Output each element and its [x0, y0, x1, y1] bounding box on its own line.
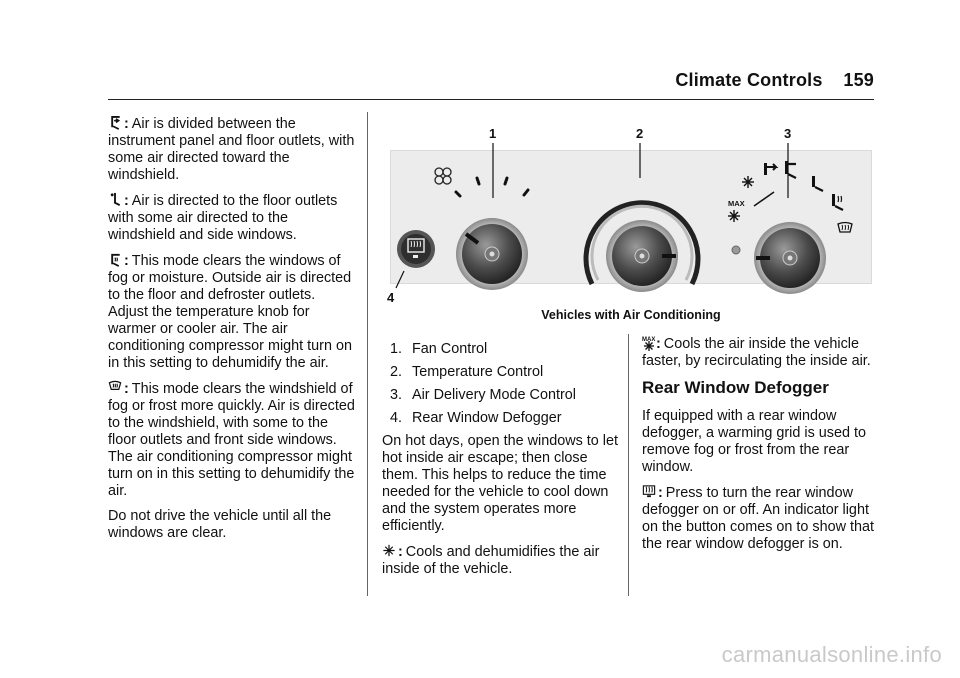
fan-control-knob[interactable]: [456, 218, 528, 290]
defrost-paragraph: : This mode clears the windshield of fog or frost more quickly. Air is directed to the windshield, with some to the floor outlets and front side windows. The air conditioning compressor might turn on in this setting to dehumidify the air.: [108, 381, 355, 499]
floor-icon: [812, 176, 823, 191]
fan-icon: [435, 168, 451, 184]
column-divider-right: [628, 334, 629, 596]
air-delivery-mode-knob[interactable]: [754, 222, 826, 294]
max-ac-label: MAX: [728, 199, 745, 208]
floor-text: Air is directed to the floor outlets with some air directed to the windshield and side windows.: [108, 193, 338, 243]
defog-mode-icon: [108, 252, 122, 267]
defog-paragraph: : This mode clears the windows of fog or moisture. Outside air is directed to the floor and defroster outlets. Adjust the temperature knob for warmer or cooler air. The air conditioning compressor might turn on in this setting to dehumidify the air.: [108, 253, 352, 371]
defogger-intro: If equipped with a rear window defogger, a warming grid is used to remove fog or frost from the rear window.: [642, 408, 866, 475]
ac-snowflake-icon: [742, 176, 754, 188]
vent-mode-icon: [764, 163, 776, 175]
defrost-text: This mode clears the windshield of fog or frost more quickly. Air is directed to the windshield, with some to the floor outlets and front side windows. The air conditioning compressor might turn on in this setting to dehumidify the air.: [108, 381, 355, 499]
section-heading: Rear Window Defogger: [642, 378, 829, 397]
page-header: [0, 0, 960, 100]
hot-days-paragraph: On hot days, open the windows to let hot inside air escape; then close them. This helps to reduce the time needed for the vehicle to cool down and the system operates more efficiently.: [382, 433, 618, 534]
max-ac-text: Cools the air inside the vehicle faster, by recirculating the inside air.: [642, 336, 871, 369]
section-title: Climate Controls: [675, 70, 823, 90]
defrost-mode-icon: [108, 380, 122, 395]
fan-speed-ticks: [456, 178, 528, 196]
control-panel-drawing: [386, 126, 876, 301]
max-ac-paragraph: MAX : Cools the air inside the vehicle faster, by recirculating the inside air.: [642, 336, 871, 369]
floor-mode-icon: [108, 192, 122, 207]
defog-icon: [832, 194, 843, 210]
column-divider-left: [367, 112, 368, 596]
figure-caption: Vehicles with Air Conditioning: [541, 308, 721, 322]
callout-1: 1: [489, 126, 497, 141]
middle-column: [382, 341, 618, 586]
mode-icons: [764, 161, 852, 232]
temperature-control-knob[interactable]: [606, 220, 678, 292]
watermark: carmanualsonline.info: [721, 642, 942, 667]
page-number: 159: [843, 70, 874, 90]
defog-text: This mode clears the windows of fog or moisture. Outside air is directed to the floor and defroster outlets. Adjust the temperature knob for warmer or cooler air. The air conditioning compressor might turn on in this setting to dehumidify the air.: [108, 253, 352, 371]
climate-control-figure: [386, 126, 876, 336]
legend-item: 4. Rear Window Defogger: [390, 410, 562, 426]
floor-paragraph: : Air is directed to the floor outlets with some air directed to the windshield and side windows.: [108, 193, 338, 243]
legend-item: 2. Temperature Control: [390, 364, 544, 380]
defrost-icon: [838, 223, 852, 233]
ac-paragraph: : Cools and dehumidifies the air inside of the vehicle.: [382, 544, 600, 577]
callout-4: 4: [387, 290, 395, 305]
mode-arc-mark: [754, 192, 774, 206]
left-column: [108, 115, 356, 550]
ac-indicator-light: [732, 246, 740, 254]
bi-level-text: Air is divided between the instrument panel and floor outlets, with some air directed toward the windshield.: [108, 116, 355, 183]
bi-level-icon: [785, 161, 796, 178]
max-ac-icon: MAX: [642, 335, 656, 351]
right-column: [642, 335, 878, 561]
ac-snowflake-icon: [382, 543, 396, 558]
max-ac-snowflake-icon: [728, 210, 740, 222]
header-rule: [108, 99, 874, 100]
defogger-paragraph: : Press to turn the rear window defogger on or off. An indicator light on the button comes on to show that the rear window defogger is on.: [642, 485, 874, 552]
bi-level-mode-icon: [108, 115, 122, 130]
rear-defogger-icon: [642, 484, 656, 499]
callout-3: 3: [784, 126, 792, 141]
figure-legend: [382, 341, 618, 427]
legend-item: 1. Fan Control: [390, 341, 488, 357]
bi-level-paragraph: : Air is divided between the instrument panel and floor outlets, with some air directed toward the windshield.: [108, 116, 355, 183]
do-not-drive-paragraph: Do not drive the vehicle until all the windows are clear.: [108, 508, 332, 541]
rear-defogger-button[interactable]: [397, 230, 435, 268]
header-title: [675, 70, 874, 91]
defogger-text: Press to turn the rear window defogger on or off. An indicator light on the button comes on to show that the rear window defogger is on.: [642, 485, 874, 552]
callout-2: 2: [636, 126, 644, 141]
ac-text: Cools and dehumidifies the air inside of the vehicle.: [382, 544, 600, 577]
legend-item: 3. Air Delivery Mode Control: [390, 387, 576, 403]
